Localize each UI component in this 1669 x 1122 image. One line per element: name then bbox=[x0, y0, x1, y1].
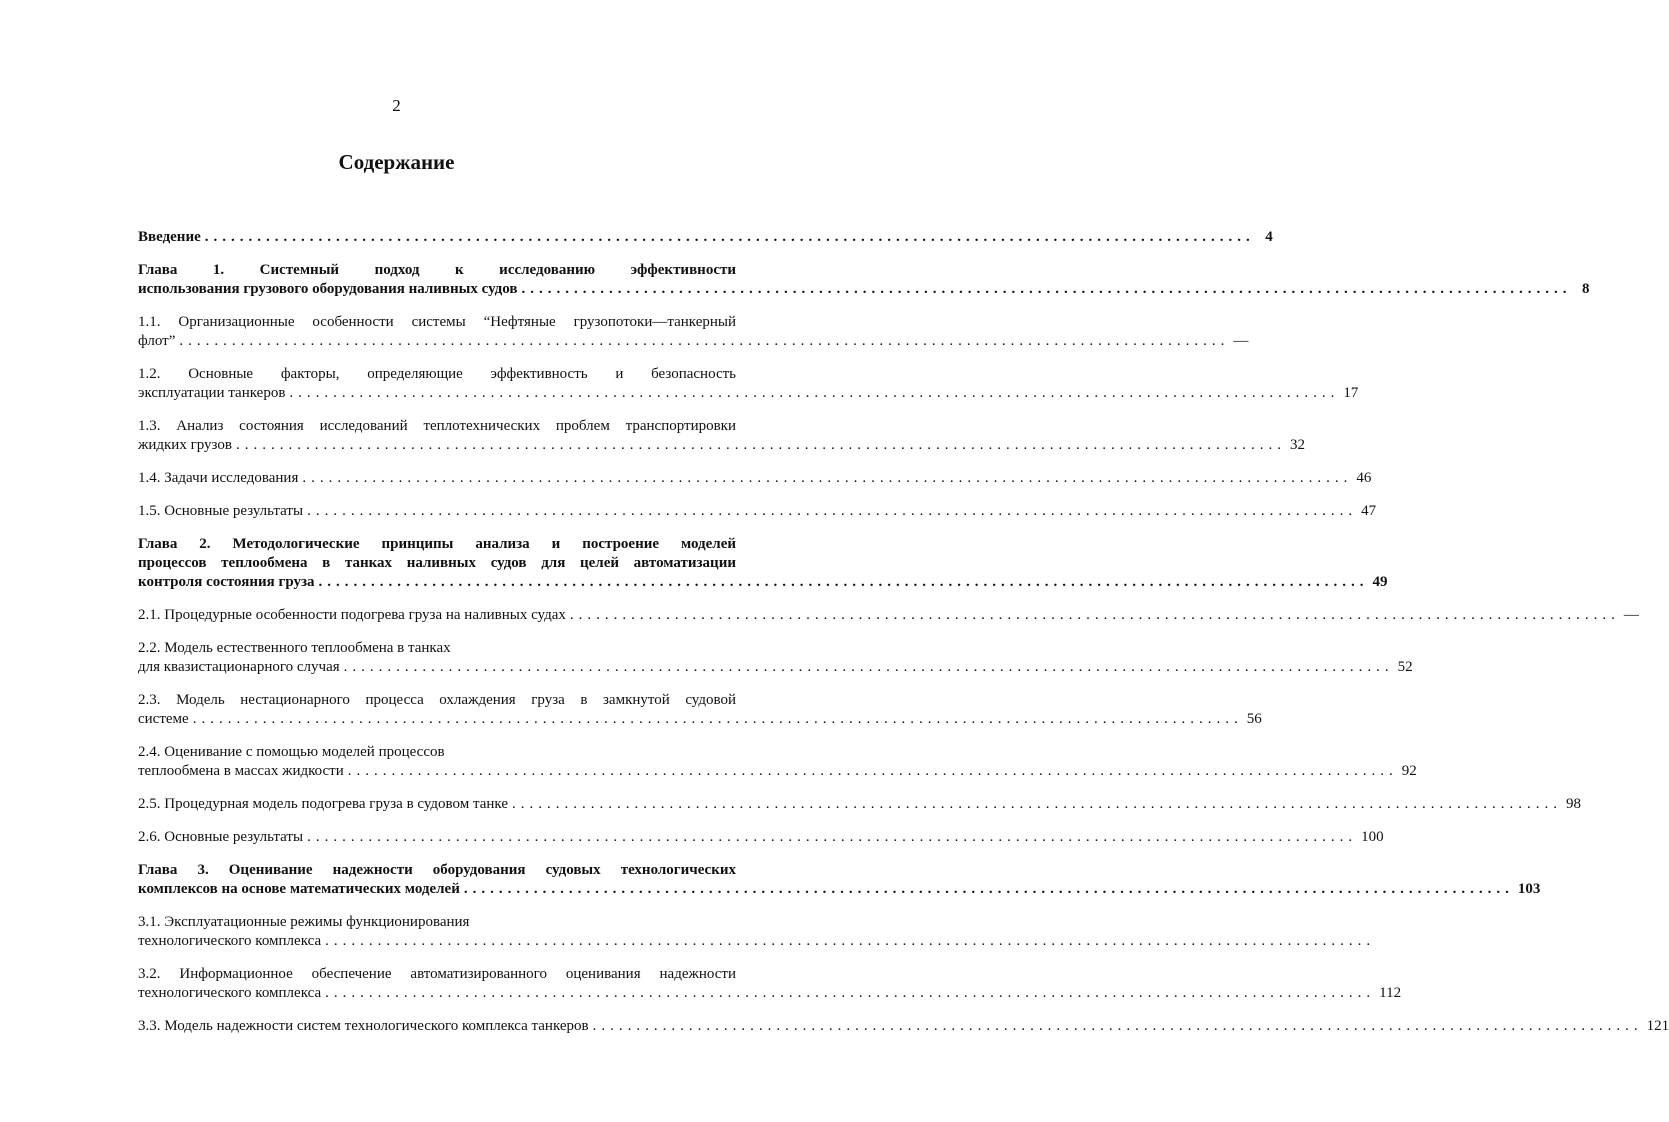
toc-page-number: 103 bbox=[1517, 881, 1541, 897]
toc-entry[interactable] bbox=[138, 828, 1384, 847]
toc-entry[interactable] bbox=[138, 691, 1262, 729]
table-of-contents bbox=[138, 228, 1669, 1050]
toc-entry-line: 3.2. Информационное обеспечение автоматизированного оценивания надежности bbox=[138, 966, 736, 982]
toc-entry[interactable] bbox=[138, 261, 1590, 299]
toc-page-number: 112 bbox=[1379, 985, 1402, 1001]
toc-page-number: 100 bbox=[1361, 829, 1384, 845]
toc-entry[interactable] bbox=[138, 606, 1639, 625]
toc-entry-label: контроля состояния груза bbox=[138, 574, 315, 590]
toc-page-number: — bbox=[1233, 333, 1249, 349]
toc-dot-leader: ........................................................................................................................ bbox=[307, 829, 1358, 845]
page-title: Содержание bbox=[338, 150, 455, 174]
toc-page-number: 47 bbox=[1361, 503, 1377, 519]
toc-entry-line: 3.1. Эксплуатационные режимы функционирования bbox=[138, 914, 470, 930]
toc-dot-leader: ........................................................................................................................ bbox=[307, 503, 1358, 519]
toc-dot-leader: ........................................................................................................................ bbox=[192, 711, 1243, 727]
toc-dot-leader: ........................................................................................................................ bbox=[302, 470, 1353, 486]
toc-dot-leader: ........................................................................................................................ bbox=[512, 796, 1562, 812]
toc-entry[interactable] bbox=[138, 965, 1402, 1003]
toc-dot-leader: ........................................................................................................................ bbox=[204, 229, 1255, 245]
toc-entry-line: 2.2. Модель естественного теплообмена в танках bbox=[138, 640, 451, 656]
toc-dot-leader: ........................................................................................................................ bbox=[318, 574, 1369, 590]
toc-dot-leader: ........................................................................................................................ bbox=[347, 763, 1398, 779]
toc-dot-leader: ........................................................................................................................ bbox=[521, 281, 1572, 297]
toc-page-number: 4 bbox=[1265, 229, 1273, 245]
toc-entry[interactable] bbox=[138, 795, 1581, 814]
toc-entry-label: эксплуатации танкеров bbox=[138, 385, 286, 401]
toc-page-number: 92 bbox=[1401, 763, 1417, 779]
toc-entry[interactable] bbox=[138, 502, 1377, 521]
toc-entry-line: 2.4. Оценивание с помощью моделей процессов bbox=[138, 744, 445, 760]
toc-page-number: 98 bbox=[1566, 796, 1581, 812]
toc-entry-label: технологического комплекса bbox=[138, 985, 322, 1001]
toc-page-number: 56 bbox=[1246, 711, 1262, 727]
toc-page-number: — bbox=[1623, 607, 1639, 623]
toc-dot-leader: ........................................................................................................................ bbox=[463, 881, 1514, 897]
toc-page-number: 49 bbox=[1372, 574, 1388, 590]
toc-dot-leader: ........................................................................................................................ bbox=[235, 437, 1286, 453]
toc-entry[interactable] bbox=[138, 535, 1388, 592]
toc-entry-label: 2.6. Основные результаты bbox=[138, 829, 304, 845]
toc-entry-label: теплообмена в массах жидкости bbox=[138, 763, 344, 779]
toc-entry-label: для квазистационарного случая bbox=[138, 659, 340, 675]
toc-entry-label: жидких грузов bbox=[138, 437, 232, 453]
toc-entry-label: комплексов на основе математических моделей bbox=[138, 881, 460, 897]
toc-page-number: 8 bbox=[1581, 281, 1590, 297]
toc-dot-leader: ........................................................................................................................ bbox=[179, 333, 1230, 349]
toc-entry-label: 1.4. Задачи исследования bbox=[138, 470, 299, 486]
toc-entry-line: Глава 3. Оценивание надежности оборудования судовых технологических bbox=[138, 862, 736, 878]
toc-entry-label: технологического комплекса bbox=[138, 933, 322, 949]
toc-entry[interactable] bbox=[138, 365, 1359, 403]
toc-entry-line: Глава 2. Методологические принципы анализа и построение моделей bbox=[138, 536, 736, 552]
toc-entry-label: системе bbox=[138, 711, 189, 727]
toc-entry-line: 1.2. Основные факторы, определяющие эффективность и безопасность bbox=[138, 366, 736, 382]
toc-entry[interactable] bbox=[138, 861, 1541, 899]
toc-page-number: 32 bbox=[1289, 437, 1305, 453]
toc-entry[interactable] bbox=[138, 469, 1372, 488]
toc-page-number: 52 bbox=[1397, 659, 1413, 675]
toc-entry-label: 2.5. Процедурная модель подогрева груза в судовом танке bbox=[138, 796, 508, 812]
toc-entry-label: флот” bbox=[138, 333, 176, 349]
toc-entry-label: 2.1. Процедурные особенности подогрева груза на наливных судах bbox=[138, 607, 566, 623]
toc-entry-line: процессов теплообмена в танках наливных судов для целей автоматизации bbox=[138, 555, 736, 571]
toc-entry-label: 3.3. Модель надежности систем технологического комплекса танкеров bbox=[138, 1018, 589, 1034]
toc-entry[interactable] bbox=[138, 639, 1413, 677]
toc-dot-leader: ........................................................................................................................ bbox=[343, 659, 1394, 675]
toc-entry[interactable] bbox=[138, 228, 1273, 247]
toc-entry-line: 1.1. Организационные особенности системы “Нефтяные грузопотоки—танкерный bbox=[138, 314, 736, 330]
toc-entry[interactable] bbox=[138, 743, 1417, 781]
toc-entry[interactable] bbox=[138, 313, 1249, 351]
toc-entry-label: использования грузового оборудования наливных судов bbox=[138, 281, 518, 297]
toc-page-number: 17 bbox=[1343, 385, 1359, 401]
page-number: 2 bbox=[392, 96, 401, 115]
toc-dot-leader: ........................................................................................................................ bbox=[289, 385, 1340, 401]
toc-dot-leader: ........................................................................................................................ bbox=[325, 985, 1376, 1001]
toc-dot-leader: ........................................................................................................................ bbox=[569, 607, 1620, 623]
toc-entry-label: 1.5. Основные результаты bbox=[138, 503, 304, 519]
toc-entry[interactable] bbox=[138, 913, 1376, 951]
toc-entry-line: 2.3. Модель нестационарного процесса охлаждения груза в замкнутой судовой bbox=[138, 692, 736, 708]
toc-entry[interactable] bbox=[138, 1017, 1669, 1036]
toc-entry-line: 1.3. Анализ состояния исследований теплотехнических проблем транспортировки bbox=[138, 418, 736, 434]
toc-entry[interactable] bbox=[138, 417, 1305, 455]
toc-entry-line: Глава 1. Системный подход к исследованию эффективности bbox=[138, 262, 736, 278]
toc-page-number: 46 bbox=[1356, 470, 1372, 486]
toc-dot-leader: ........................................................................................................................ bbox=[592, 1018, 1643, 1034]
toc-page-number: 121 bbox=[1646, 1018, 1669, 1034]
toc-entry-label: Введение bbox=[138, 229, 201, 245]
toc-dot-leader: ........................................................................................................................ bbox=[325, 933, 1376, 949]
